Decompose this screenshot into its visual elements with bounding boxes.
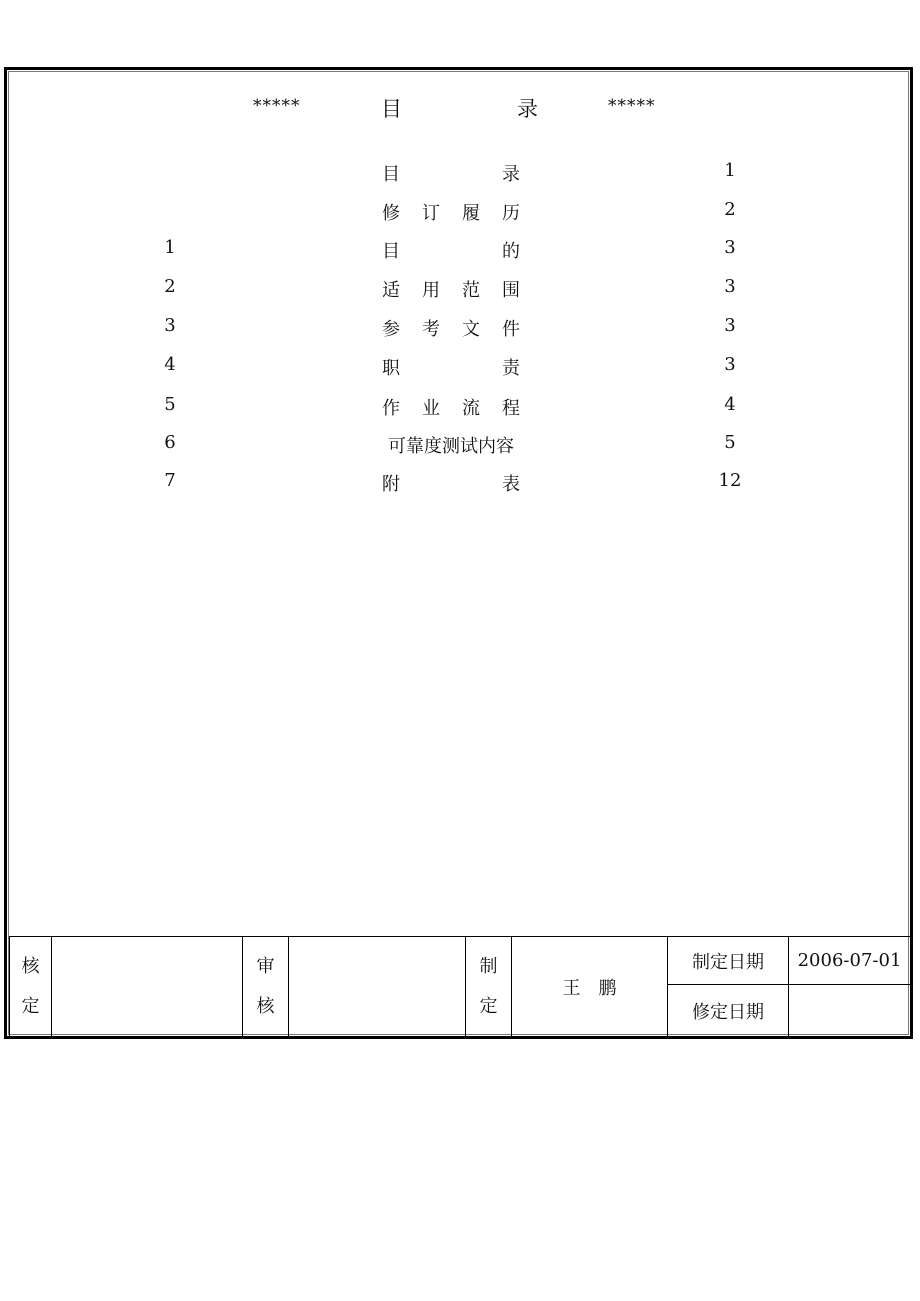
revised-date-value[interactable] xyxy=(789,985,911,1038)
toc-title xyxy=(0,93,920,121)
approver-value-cell[interactable] xyxy=(52,937,243,1038)
toc-row-number: 2 xyxy=(164,276,176,297)
toc-row-page: 3 xyxy=(724,315,736,336)
reviewer-label-char-1: 审 xyxy=(256,956,275,977)
toc-row-page: 4 xyxy=(724,394,736,415)
author-label-cell xyxy=(466,937,512,1038)
toc-row-label: 作业流程 xyxy=(382,398,520,419)
toc-row-number: 7 xyxy=(164,470,176,491)
toc-row-number: 5 xyxy=(164,394,176,415)
toc-row-page: 5 xyxy=(724,432,736,453)
reviewer-value-cell[interactable] xyxy=(289,937,466,1038)
toc-row[interactable] xyxy=(0,432,920,458)
revised-date-label: 修定日期 xyxy=(668,985,789,1038)
toc-row-number: 3 xyxy=(164,315,176,336)
toc-row[interactable] xyxy=(0,160,920,186)
toc-row-number: 4 xyxy=(164,354,176,375)
author-name: 王 鹏 xyxy=(512,937,668,1038)
toc-row-page: 3 xyxy=(724,276,736,297)
author-label-char-1: 制 xyxy=(479,956,498,977)
toc-row-page: 1 xyxy=(724,160,736,181)
toc-row[interactable] xyxy=(0,276,920,302)
toc-row[interactable] xyxy=(0,199,920,225)
toc-row-label: 可靠度测试内容 xyxy=(388,436,514,457)
approver-label-char-1: 核 xyxy=(21,956,40,977)
toc-row-label: 目 的 xyxy=(382,241,520,262)
toc-row-page: 2 xyxy=(724,199,736,220)
toc-row[interactable] xyxy=(0,470,920,496)
author-label-char-2: 定 xyxy=(479,996,498,1017)
title-right-stars: ***** xyxy=(608,96,656,116)
title-char-1: 目 xyxy=(381,97,402,121)
reviewer-label-char-2: 核 xyxy=(256,996,275,1017)
toc-row[interactable] xyxy=(0,315,920,341)
reviewer-label-cell xyxy=(243,937,289,1038)
created-date-label: 制定日期 xyxy=(668,937,789,985)
toc-row-label: 适用范围 xyxy=(382,280,520,301)
toc-row-label: 附 表 xyxy=(382,474,520,495)
toc-row-page: 3 xyxy=(724,354,736,375)
toc-row-label: 职 责 xyxy=(382,358,520,379)
title-char-2: 录 xyxy=(517,97,538,121)
toc-row[interactable] xyxy=(0,394,920,420)
signoff-table xyxy=(9,936,911,1038)
toc-row-number: 1 xyxy=(164,237,176,258)
toc-row-number: 6 xyxy=(164,432,176,453)
title-left-stars: ***** xyxy=(253,96,301,116)
toc-row-label: 修订履历 xyxy=(382,203,520,224)
created-date-value: 2006-07-01 xyxy=(789,937,911,985)
toc-row-page: 3 xyxy=(724,237,736,258)
toc-row[interactable] xyxy=(0,237,920,263)
approver-label-char-2: 定 xyxy=(21,996,40,1017)
toc-row-label: 目 录 xyxy=(382,164,520,185)
toc-row-page: 12 xyxy=(718,470,742,491)
approver-label-cell xyxy=(10,937,52,1038)
toc-row-label: 参考文件 xyxy=(382,319,520,340)
toc-row[interactable] xyxy=(0,354,920,380)
